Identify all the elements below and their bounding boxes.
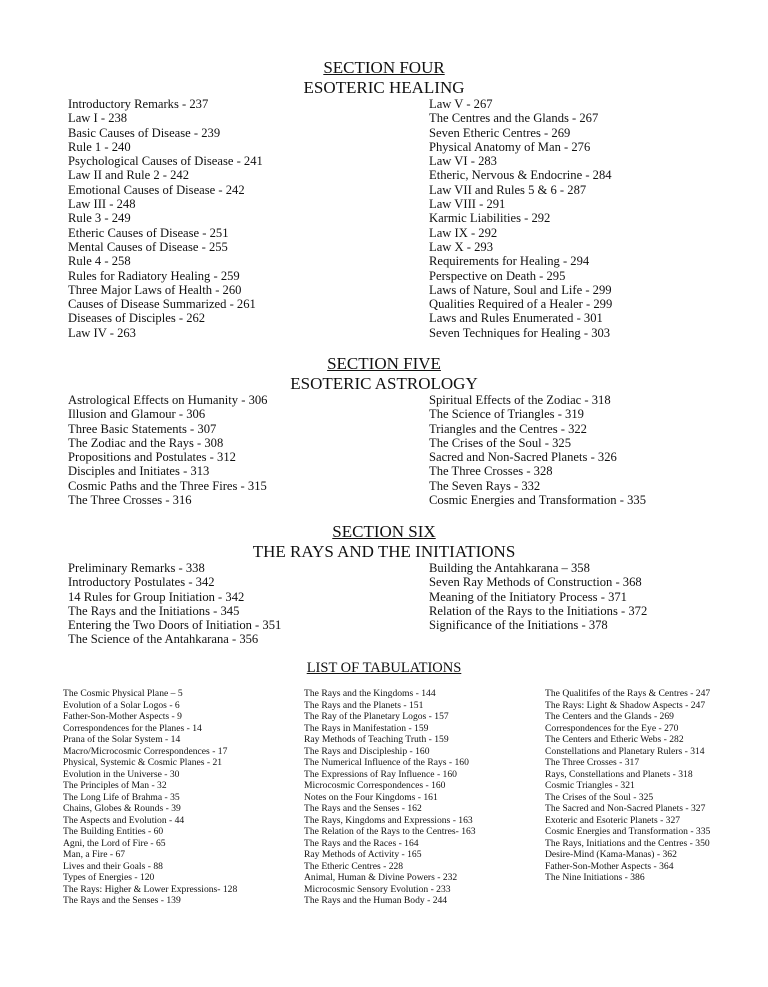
toc-entry: Illusion and Glamour - 306 [68, 407, 206, 422]
toc-entry: The Rays and Discipleship - 160 [304, 745, 430, 757]
toc-entry: Laws and Rules Enumerated - 301 [429, 311, 603, 326]
toc-entry: The Sacred and Non-Sacred Planets - 327 [545, 803, 706, 814]
toc-entry: Man, a Fire - 67 [63, 849, 126, 860]
toc-entry: The Three Crosses - 328 [429, 464, 553, 479]
toc-entry: Microcosmic Correspondences - 160 [304, 780, 446, 791]
toc-entry: Physical Anatomy of Man - 276 [429, 139, 591, 154]
toc-entry: Animal, Human & Divine Powers - 232 [304, 872, 458, 883]
toc-entry: The Crises of the Soul - 325 [429, 435, 572, 450]
toc-entry: Rule 4 - 258 [68, 254, 131, 269]
toc-entry: Law VIII - 291 [429, 197, 506, 212]
toc-entry: The Science of Triangles - 319 [429, 407, 584, 422]
toc-entry: Cosmic Triangles - 321 [545, 780, 635, 791]
toc-entry: Emotional Causes of Disease - 242 [68, 182, 245, 197]
toc-entry: The Rays in Manifestation - 159 [304, 722, 429, 734]
toc-entry: Exoteric and Esoteric Planets - 327 [545, 814, 681, 826]
tabulations-column-1 [63, 688, 237, 907]
toc-entry: Microcosmic Sensory Evolution - 233 [304, 883, 451, 895]
toc-entry: Introductory Postulates - 342 [68, 575, 215, 590]
section-five-title: ESOTERIC ASTROLOGY [290, 374, 478, 393]
tabulations-column-3 [545, 688, 710, 884]
toc-entry: Astrological Effects on Humanity - 306 [68, 393, 268, 407]
toc-entry: The Rays, Initiations and the Centres - 350 [545, 837, 710, 849]
section-four-title: ESOTERIC HEALING [303, 78, 465, 97]
toc-entry: Rule 3 - 249 [68, 211, 131, 226]
toc-entry: The Rays and the Senses - 162 [304, 803, 422, 814]
toc-entry: Preliminary Remarks - 338 [68, 561, 205, 575]
toc-entry: The Rays and the Races - 164 [304, 837, 419, 849]
section-six-left-column [68, 561, 281, 647]
toc-entry: Law II and Rule 2 - 242 [68, 168, 190, 183]
toc-entry: The Centers and Etheric Webs - 282 [545, 734, 684, 745]
toc-entry: Triangles and the Centres - 322 [429, 421, 587, 436]
toc-entry: Mental Causes of Disease - 255 [68, 239, 228, 254]
toc-entry: The Ray of the Planetary Logos - 157 [304, 711, 449, 722]
toc-entry: The Seven Rays - 332 [429, 478, 541, 493]
toc-entry: Perspective on Death - 295 [429, 268, 566, 283]
toc-entry: Seven Ray Methods of Construction - 368 [429, 575, 642, 590]
toc-entry: Seven Techniques for Healing - 303 [429, 325, 611, 340]
toc-entry: Cosmic Energies and Transformation - 335 [429, 493, 646, 508]
toc-entry: Notes on the Four Kingdoms - 161 [304, 791, 438, 803]
toc-entry: Etheric Causes of Disease - 251 [68, 225, 229, 240]
toc-entry: The Principles of Man - 32 [63, 780, 167, 791]
toc-entry: Rays, Constellations and Planets - 318 [545, 768, 693, 780]
toc-entry: Seven Etheric Centres - 269 [429, 125, 571, 140]
toc-entry: Chains, Globes & Rounds - 39 [63, 803, 181, 814]
toc-entry: Karmic Liabilities - 292 [429, 211, 551, 226]
toc-entry: The Centers and the Glands - 269 [545, 711, 674, 722]
toc-entry: Evolution of a Solar Logos - 6 [63, 699, 180, 711]
toc-entry: Evolution in the Universe - 30 [63, 768, 180, 780]
toc-entry: Types of Energies - 120 [63, 872, 155, 883]
section-six-right-column [429, 561, 647, 632]
toc-entry: The Science of the Antahkarana - 356 [68, 632, 259, 647]
toc-entry: Basic Causes of Disease - 239 [68, 125, 221, 140]
section-six-title: THE RAYS AND THE INITIATIONS [252, 542, 516, 561]
toc-entry: Etheric, Nervous & Endocrine - 284 [429, 168, 612, 183]
section-four-right-column [429, 97, 612, 340]
toc-entry: The Numerical Influence of the Rays - 160 [304, 757, 469, 768]
toc-entry: Propositions and Postulates - 312 [68, 450, 236, 465]
toc-entry: Requirements for Healing - 294 [429, 254, 590, 269]
toc-entry: Diseases of Disciples - 262 [68, 311, 206, 326]
toc-entry: The Nine Initiations - 386 [545, 872, 645, 883]
toc-entry: Father-Son-Mother Aspects - 364 [545, 860, 674, 872]
toc-entry: Cosmic Paths and the Three Fires - 315 [68, 478, 267, 493]
toc-entry: Correspondences for the Eye - 270 [545, 722, 679, 734]
toc-entry: The Relation of the Rays to the Centres- 163 [304, 826, 476, 837]
toc-entry: Sacred and Non-Sacred Planets - 326 [429, 450, 617, 465]
toc-entry: Father-Son-Mother Aspects - 9 [63, 711, 182, 722]
toc-entry: Introductory Remarks - 237 [68, 97, 209, 111]
tabulations-column-2 [304, 688, 476, 907]
toc-entry: Desire-Mind (Kama-Manas) - 362 [545, 849, 677, 860]
section-five-right-column [429, 393, 646, 507]
toc-entry: The Cosmic Physical Plane – 5 [63, 688, 183, 699]
toc-entry: 14 Rules for Group Initiation - 342 [68, 589, 245, 604]
toc-entry: The Rays: Higher & Lower Expressions- 128 [63, 883, 238, 895]
toc-entry: Law I - 238 [68, 111, 128, 126]
section-four-left-column [68, 97, 263, 340]
toc-entry: The Qualitifes of the Rays & Centres - 247 [545, 688, 711, 699]
toc-entry: Law VII and Rules 5 & 6 - 287 [429, 182, 587, 197]
toc-entry: Rule 1 - 240 [68, 139, 131, 154]
toc-entry: The Rays and the Initiations - 345 [68, 603, 240, 618]
toc-entry: Lives and their Goals - 88 [63, 860, 163, 872]
section-four-heading: SECTION FOUR [323, 58, 445, 77]
toc-entry: The Rays: Light & Shadow Aspects - 247 [545, 699, 706, 711]
toc-entry: Entering the Two Doors of Initiation - 351 [68, 618, 282, 633]
toc-entry: The Crises of the Soul - 325 [545, 791, 654, 803]
toc-entry: Physical, Systemic & Cosmic Planes - 21 [63, 757, 223, 768]
toc-entry: Ray Methods of Activity - 165 [304, 849, 422, 860]
toc-entry: Spiritual Effects of the Zodiac - 318 [429, 393, 611, 407]
toc-entry: The Rays and the Planets - 151 [304, 699, 424, 711]
toc-entry: The Rays and the Kingdoms - 144 [304, 688, 436, 699]
toc-entry: Macro/Microcosmic Correspondences - 17 [63, 745, 228, 757]
toc-entry: Building the Antahkarana – 358 [429, 561, 590, 575]
toc-entry: Constellations and Planetary Rulers - 314 [545, 745, 705, 757]
toc-entry: Causes of Disease Summarized - 261 [68, 297, 256, 312]
toc-entry: Cosmic Energies and Transformation - 335 [545, 826, 711, 837]
toc-entry: Three Basic Statements - 307 [68, 421, 217, 436]
toc-entry: Relation of the Rays to the Initiations - 372 [429, 603, 648, 618]
toc-entry: The Three Crosses - 317 [545, 757, 640, 768]
section-five-left-column [68, 393, 267, 507]
toc-entry: Law IX - 292 [429, 225, 498, 240]
toc-entry: The Zodiac and the Rays - 308 [68, 435, 224, 450]
toc-entry: The Long Life of Brahma - 35 [63, 791, 180, 803]
toc-entry: The Rays and the Human Body - 244 [304, 895, 448, 906]
toc-entry: The Expressions of Ray Influence - 160 [304, 768, 457, 780]
toc-entry: Correspondences for the Planes - 14 [63, 722, 202, 734]
tabulations-heading: LIST OF TABULATIONS [306, 660, 462, 676]
toc-entry: Law IV - 263 [68, 325, 136, 340]
toc-entry: Qualities Required of a Healer - 299 [429, 297, 613, 312]
toc-entry: Agni, the Lord of Fire - 65 [63, 837, 166, 849]
toc-entry: Disciples and Initiates - 313 [68, 464, 210, 479]
toc-entry: Psychological Causes of Disease - 241 [68, 154, 263, 169]
toc-entry: Law III - 248 [68, 197, 136, 212]
toc-entry: The Rays and the Senses - 139 [63, 895, 181, 906]
toc-entry: Law X - 293 [429, 239, 494, 254]
toc-entry: The Aspects and Evolution - 44 [63, 814, 185, 826]
section-six-heading: SECTION SIX [332, 522, 436, 541]
toc-entry: The Centres and the Glands - 267 [429, 111, 599, 126]
toc-entry: Prana of the Solar System - 14 [63, 734, 181, 745]
toc-entry: Meaning of the Initiatory Process - 371 [429, 589, 627, 604]
toc-entry: Laws of Nature, Soul and Life - 299 [429, 282, 612, 297]
toc-entry: The Three Crosses - 316 [68, 493, 192, 508]
toc-entry: Law V - 267 [429, 97, 493, 111]
toc-entry: The Etheric Centres - 228 [304, 860, 404, 872]
toc-entry: Ray Methods of Teaching Truth - 159 [304, 734, 449, 745]
toc-entry: Significance of the Initiations - 378 [429, 618, 608, 633]
toc-entry: The Building Entities - 60 [63, 826, 164, 837]
toc-entry: Law VI - 283 [429, 154, 497, 169]
toc-entry: Rules for Radiatory Healing - 259 [68, 268, 240, 283]
toc-entry: The Rays, Kingdoms and Expressions - 163 [304, 814, 473, 826]
toc-entry: Three Major Laws of Health - 260 [68, 282, 242, 297]
section-five-heading: SECTION FIVE [327, 354, 441, 373]
